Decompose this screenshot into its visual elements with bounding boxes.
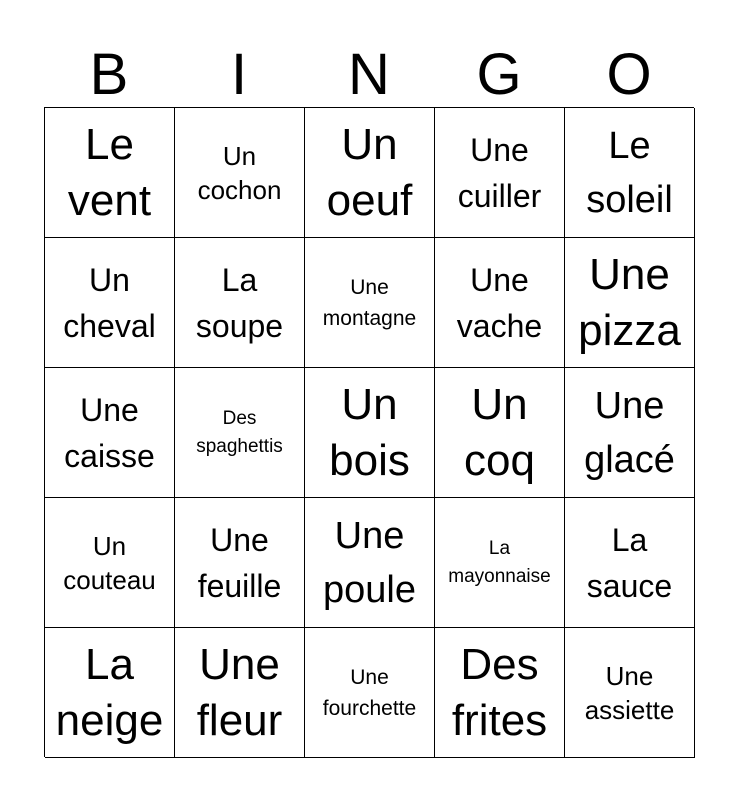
bingo-cell[interactable]	[565, 238, 695, 368]
cell-text: Une feuille	[197, 521, 282, 604]
cell-text: Des spaghettis	[196, 407, 283, 457]
bingo-header	[44, 44, 694, 106]
bingo-cell[interactable]	[435, 108, 565, 238]
header-letter-n: N	[348, 42, 390, 107]
bingo-cell[interactable]	[565, 628, 695, 758]
bingo-cell[interactable]	[305, 368, 435, 498]
bingo-cell[interactable]	[175, 498, 305, 628]
cell-text: Un cochon	[197, 140, 282, 205]
cell-text: Une caisse	[64, 391, 155, 474]
header-letter-b: B	[89, 42, 129, 107]
cell-text: Une vache	[456, 261, 543, 344]
cell-text: Le soleil	[586, 124, 673, 221]
bingo-cell[interactable]	[45, 628, 175, 758]
cell-text: Un coq	[464, 379, 535, 485]
bingo-cell[interactable]	[175, 108, 305, 238]
cell-text: Le vent	[67, 119, 152, 225]
cell-text: Une glacé	[584, 384, 675, 481]
bingo-grid	[44, 107, 694, 757]
cell-text: Une montagne	[322, 275, 417, 330]
bingo-cell[interactable]	[435, 628, 565, 758]
bingo-cell[interactable]	[175, 628, 305, 758]
cell-text: Une fleur	[196, 639, 283, 745]
cell-text: Une assiette	[584, 660, 675, 725]
cell-text: La sauce	[586, 521, 673, 604]
bingo-cell[interactable]	[45, 368, 175, 498]
cell-text: Une pizza	[578, 249, 681, 355]
cell-text: La neige	[55, 639, 164, 745]
bingo-cell[interactable]	[175, 368, 305, 498]
bingo-cell[interactable]	[45, 498, 175, 628]
cell-text: Un bois	[329, 379, 410, 485]
cell-text: Un oeuf	[326, 119, 413, 225]
bingo-cell[interactable]	[565, 498, 695, 628]
cell-text: Un couteau	[63, 530, 156, 595]
bingo-cell[interactable]	[305, 108, 435, 238]
bingo-cell[interactable]	[45, 238, 175, 368]
bingo-cell[interactable]	[305, 498, 435, 628]
header-letter-i: I	[230, 42, 248, 107]
bingo-cell[interactable]	[45, 108, 175, 238]
bingo-cell[interactable]	[435, 498, 565, 628]
cell-text: Une cuiller	[457, 131, 542, 214]
cell-text: Un cheval	[63, 261, 156, 344]
cell-text: Une poule	[323, 514, 416, 611]
header-letter-g: G	[476, 42, 522, 107]
cell-text: Des frites	[451, 639, 548, 745]
header-letter-o: O	[606, 42, 652, 107]
bingo-cell[interactable]	[305, 628, 435, 758]
bingo-cell[interactable]	[175, 238, 305, 368]
cell-text: Une fourchette	[322, 665, 417, 720]
bingo-cell[interactable]	[565, 368, 695, 498]
cell-text: La soupe	[195, 261, 284, 344]
bingo-cell[interactable]	[435, 238, 565, 368]
bingo-cell[interactable]	[305, 238, 435, 368]
bingo-cell[interactable]	[565, 108, 695, 238]
bingo-cell[interactable]	[435, 368, 565, 498]
cell-text: La mayonnaise	[448, 537, 551, 587]
